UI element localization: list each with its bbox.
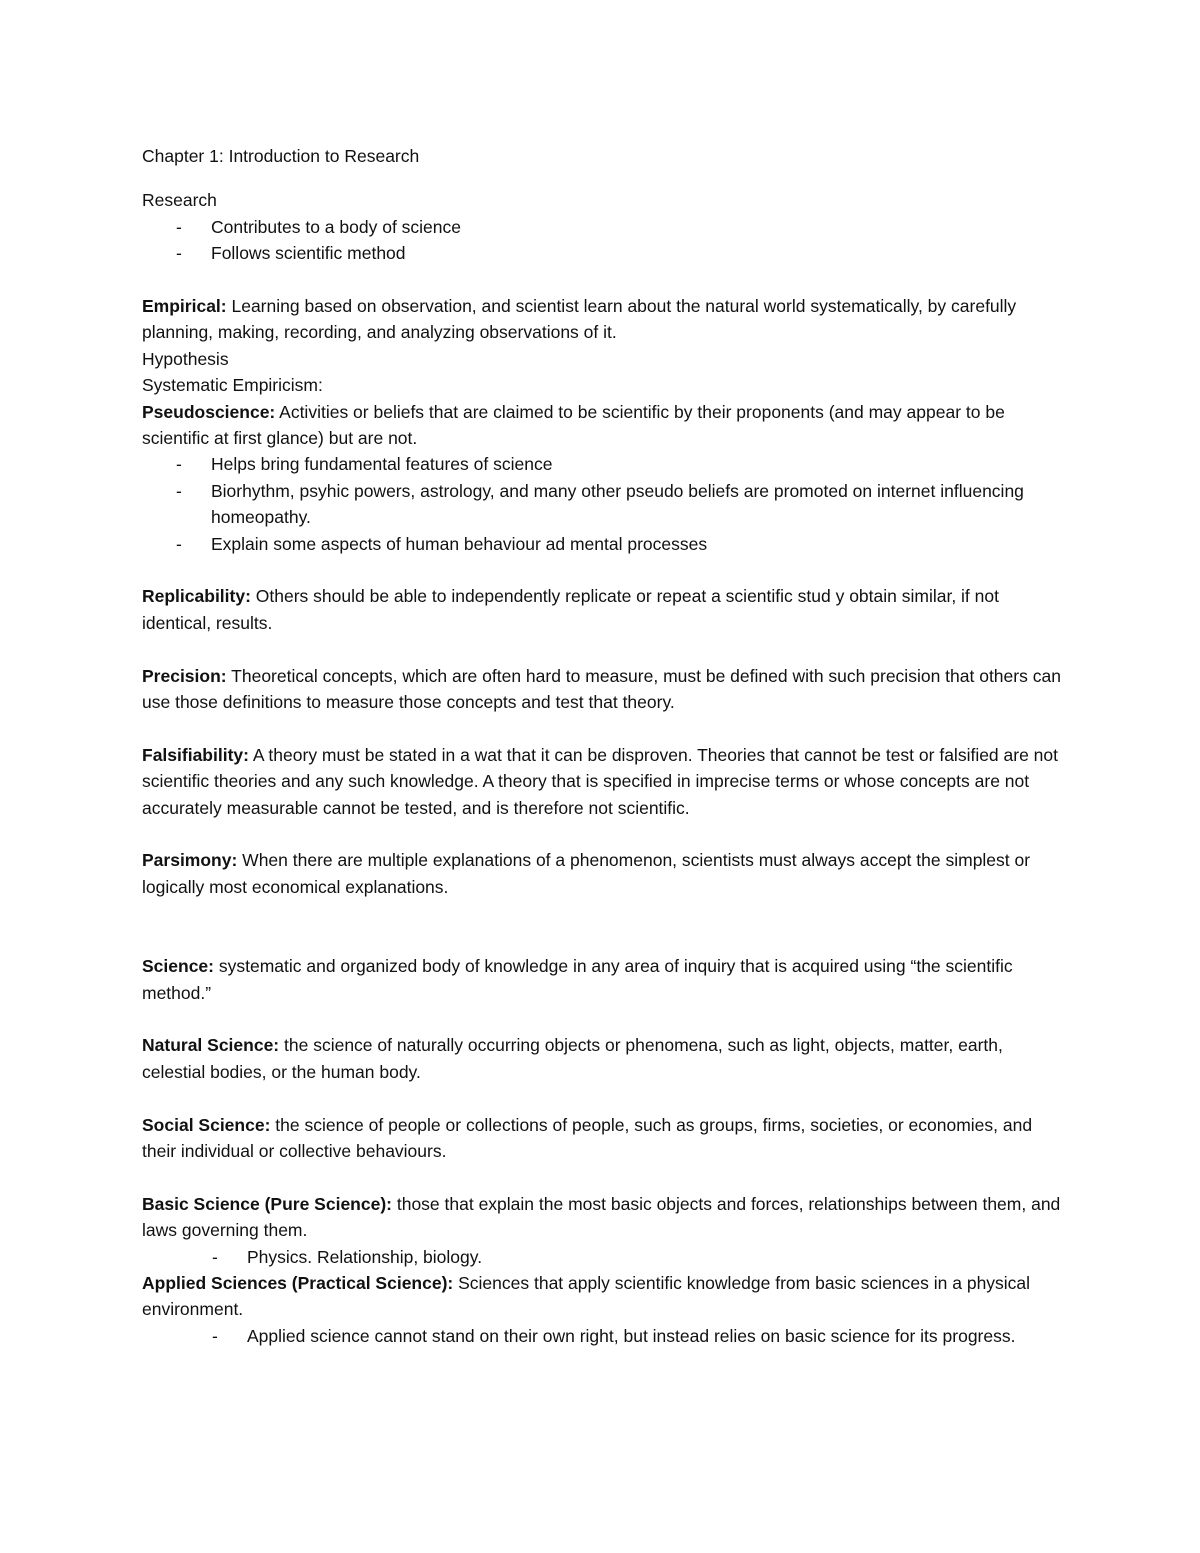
- term-label: Pseudoscience:: [142, 401, 276, 422]
- chapter-title: Chapter 1: Introduction to Research: [142, 146, 420, 166]
- applied-sciences-list: [142, 1323, 1062, 1349]
- replicability-definition: [142, 583, 1062, 636]
- natural-science-definition: [142, 1032, 1062, 1085]
- hypothesis-line: Hypothesis: [142, 348, 229, 369]
- spacer: [142, 169, 1062, 187]
- list-item: - Explain some aspects of human behaviour ad mental processes: [211, 531, 1062, 557]
- definition-text: When there are multiple explanations of a phenomenon, scientists must always accept the simplest or logically most economical explanations.: [142, 850, 1031, 897]
- definition-text: Sciences that apply scientific knowledge from basic sciences in a physical environment.: [142, 1272, 1031, 1320]
- definition-text: those that explain the most basic objects and forces, relationships between them, and laws governing them.: [142, 1193, 1061, 1241]
- parsimony-definition: [142, 847, 1062, 900]
- term-label: Applied Sciences (Practical Science):: [142, 1272, 454, 1293]
- social-science-definition: [142, 1112, 1062, 1165]
- applied-sciences-definition: [142, 1270, 1062, 1323]
- research-list: [142, 214, 1062, 267]
- spacer: [142, 1164, 1062, 1190]
- definition-text: Others should be able to independently replicate or repeat a scientific stud y obtain similar, if not identical, results.: [142, 586, 999, 633]
- falsifiability-definition: [142, 742, 1062, 821]
- term-label: Science:: [142, 956, 214, 977]
- definition-text: the science of people or collections of people, such as groups, firms, societies, or economies, and their individual or collective behaviours.: [142, 1114, 1033, 1161]
- pseudoscience-definition: [142, 399, 1062, 452]
- term-label: Social Science:: [142, 1114, 271, 1135]
- term-label: Precision:: [142, 665, 227, 686]
- definition-text: A theory must be stated in a wat that it can be disproven. Theories that cannot be test or falsified are not scientific theories and any such knowledge. A theory that is specified in imprecise terms or whose concepts are not accurately measurable cannot be tested, and is therefore not scientific.: [142, 744, 1059, 818]
- definition-text: Activities or beliefs that are claimed to be scientific by their proponents (and may appear to be scientific at first glance) but are not.: [142, 401, 1005, 449]
- term-label: Empirical:: [142, 296, 227, 317]
- basic-science-definition: [142, 1191, 1062, 1244]
- list-item: - Physics. Relationship, biology.: [247, 1244, 1062, 1270]
- spacer: [142, 900, 1062, 953]
- precision-definition: [142, 663, 1062, 716]
- list-item: - Applied science cannot stand on their own right, but instead relies on basic science for its progress.: [247, 1323, 1062, 1349]
- definition-text: the science of naturally occurring objects or phenomena, such as light, objects, matter, earth, celestial bodies, or the human body.: [142, 1035, 1003, 1082]
- spacer: [142, 267, 1062, 293]
- list-item: - Follows scientific method: [211, 240, 1062, 266]
- spacer: [142, 1006, 1062, 1032]
- term-label: Parsimony:: [142, 850, 238, 871]
- definition-text: systematic and organized body of knowledge in any area of inquiry that is acquired using “the scientific method.”: [142, 956, 1013, 1003]
- spacer: [142, 715, 1062, 741]
- science-definition: [142, 953, 1062, 1006]
- list-item: - Biorhythm, psyhic powers, astrology, and many other pseudo beliefs are promoted on internet influencing homeopathy.: [211, 478, 1062, 531]
- term-label: Basic Science (Pure Science):: [142, 1193, 392, 1214]
- document-body: [142, 143, 1062, 1349]
- term-label: Natural Science:: [142, 1035, 280, 1056]
- term-label: Falsifiability:: [142, 744, 249, 765]
- spacer: [142, 557, 1062, 583]
- spacer: [142, 821, 1062, 847]
- spacer: [142, 636, 1062, 662]
- basic-science-list: [142, 1244, 1062, 1270]
- term-label: Replicability:: [142, 586, 251, 607]
- list-item: - Helps bring fundamental features of science: [211, 451, 1062, 477]
- definition-text: Learning based on observation, and scientist learn about the natural world systematically, by carefully planning, making, recording, and analyzing observations of it.: [142, 296, 1017, 343]
- spacer: [142, 1085, 1062, 1111]
- research-heading: Research: [142, 190, 217, 211]
- list-item: - Contributes to a body of science: [211, 214, 1062, 240]
- empirical-definition: [142, 293, 1062, 346]
- definition-text: Theoretical concepts, which are often hard to measure, must be defined with such precision that others can use those definitions to measure those concepts and test that theory.: [142, 665, 1061, 713]
- pseudoscience-list: [142, 451, 1062, 557]
- systematic-empiricism-line: Systematic Empiricism:: [142, 375, 323, 396]
